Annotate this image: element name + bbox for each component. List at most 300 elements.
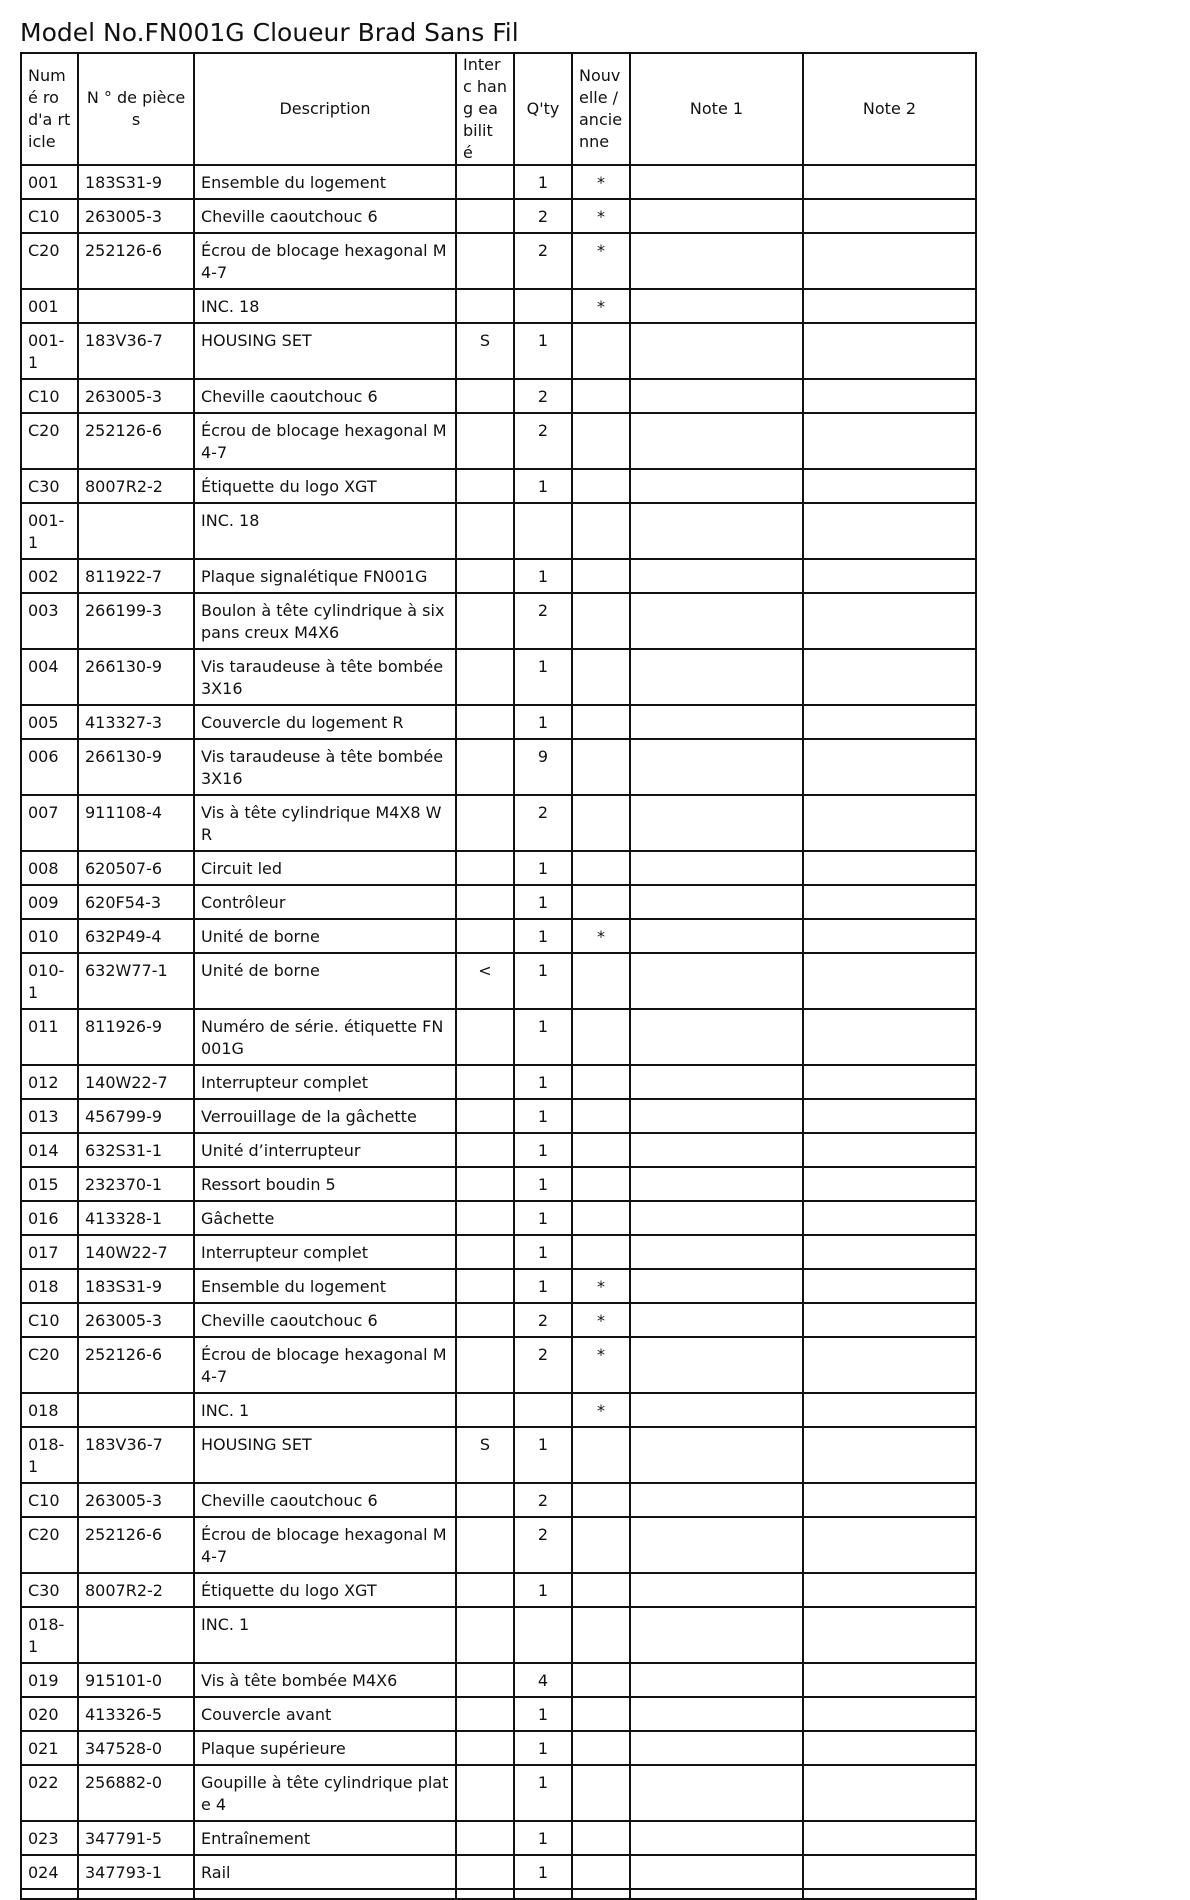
quantity-cell: 2 [514, 233, 572, 289]
document-title: Model No.FN001G Cloueur Brad Sans Fil [20, 18, 519, 47]
note-2-cell [803, 233, 976, 289]
new-old-cell: * [572, 199, 630, 233]
table-row [21, 1889, 976, 1899]
table-row [21, 1765, 976, 1821]
item-number-cell: 016 [21, 1201, 78, 1235]
description-cell: Entraînement [194, 1821, 456, 1855]
table-row [21, 885, 976, 919]
note-1-cell [630, 413, 803, 469]
part-number-cell: 183V36-7 [78, 323, 194, 379]
description-cell: Écrou de blocage hexagonal M4-7 [194, 1517, 456, 1573]
description-cell: INC. 18 [194, 503, 456, 559]
new-old-cell [572, 705, 630, 739]
description-cell: Boulon à tête cylindrique à six pans creux M4X6 [194, 593, 456, 649]
quantity-cell: 1 [514, 1269, 572, 1303]
interchangeability-cell [456, 1697, 514, 1731]
note-1-cell [630, 739, 803, 795]
interchangeability-cell [456, 165, 514, 199]
table-row [21, 1201, 976, 1235]
interchangeability-cell [456, 469, 514, 503]
item-number-cell: C10 [21, 379, 78, 413]
header-part-number: N ° de pièces [78, 53, 194, 165]
interchangeability-cell [456, 1133, 514, 1167]
part-number-cell: 263005-3 [78, 379, 194, 413]
item-number-cell: C30 [21, 469, 78, 503]
description-cell: Plaque supérieure [194, 1731, 456, 1765]
new-old-cell: * [572, 1303, 630, 1337]
description-cell: Rail [194, 1855, 456, 1889]
description-cell: Écrou de blocage hexagonal M4-7 [194, 233, 456, 289]
note-1-cell [630, 379, 803, 413]
note-2-cell [803, 953, 976, 1009]
part-number-cell: 911108-4 [78, 795, 194, 851]
table-row [21, 1855, 976, 1889]
header-note-2: Note 2 [803, 53, 976, 165]
description-cell: Contrôleur [194, 885, 456, 919]
interchangeability-cell [456, 1573, 514, 1607]
description-cell: Unité de borne [194, 919, 456, 953]
item-number-cell: 018-1 [21, 1427, 78, 1483]
item-number-cell: 021 [21, 1731, 78, 1765]
interchangeability-cell [456, 199, 514, 233]
quantity-cell: 1 [514, 705, 572, 739]
quantity-cell: 1 [514, 885, 572, 919]
part-number-cell: 252126-6 [78, 1337, 194, 1393]
table-row [21, 1427, 976, 1483]
table-row [21, 593, 976, 649]
item-number-cell: 008 [21, 851, 78, 885]
interchangeability-cell [456, 1099, 514, 1133]
description-cell: Vis à tête bombée M4X6 [194, 1663, 456, 1697]
interchangeability-cell [456, 1483, 514, 1517]
table-row [21, 953, 976, 1009]
new-old-cell [572, 885, 630, 919]
item-number-cell: 006 [21, 739, 78, 795]
description-cell: Plaque signalétique FN001G [194, 559, 456, 593]
note-2-cell [803, 1855, 976, 1889]
interchangeability-cell [456, 851, 514, 885]
interchangeability-cell [456, 559, 514, 593]
header-description: Description [194, 53, 456, 165]
quantity-cell: 2 [514, 1517, 572, 1573]
new-old-cell [572, 1889, 630, 1899]
item-number-cell: 017 [21, 1235, 78, 1269]
part-number-cell: 266199-3 [78, 593, 194, 649]
item-number-cell: 010 [21, 919, 78, 953]
interchangeability-cell [456, 1337, 514, 1393]
quantity-cell: 2 [514, 795, 572, 851]
note-1-cell [630, 1269, 803, 1303]
part-number-cell: 183V36-7 [78, 1427, 194, 1483]
note-1-cell [630, 469, 803, 503]
quantity-cell: 2 [514, 1483, 572, 1517]
new-old-cell [572, 1167, 630, 1201]
note-2-cell [803, 705, 976, 739]
part-number-cell: 347528-0 [78, 1731, 194, 1765]
quantity-cell: 1 [514, 953, 572, 1009]
part-number-cell: 8007R2-2 [78, 1573, 194, 1607]
interchangeability-cell [456, 233, 514, 289]
quantity-cell: 1 [514, 1765, 572, 1821]
interchangeability-cell [456, 1607, 514, 1663]
quantity-cell: 1 [514, 1099, 572, 1133]
new-old-cell [572, 1065, 630, 1099]
note-1-cell [630, 953, 803, 1009]
quantity-cell: 1 [514, 559, 572, 593]
interchangeability-cell: < [456, 953, 514, 1009]
parts-table [20, 52, 977, 1900]
description-cell: INC. 18 [194, 289, 456, 323]
note-1-cell [630, 1517, 803, 1573]
description-cell: Unité d’interrupteur [194, 1133, 456, 1167]
quantity-cell [514, 289, 572, 323]
description-cell: Verrouillage de la gâchette [194, 1099, 456, 1133]
description-cell [194, 1889, 456, 1899]
item-number-cell: 015 [21, 1167, 78, 1201]
interchangeability-cell [456, 1889, 514, 1899]
quantity-cell: 1 [514, 1065, 572, 1099]
description-cell: Circuit led [194, 851, 456, 885]
table-row [21, 1303, 976, 1337]
table-row [21, 233, 976, 289]
description-cell: Écrou de blocage hexagonal M4-7 [194, 413, 456, 469]
note-2-cell [803, 199, 976, 233]
new-old-cell [572, 1765, 630, 1821]
new-old-cell [572, 413, 630, 469]
quantity-cell [514, 1889, 572, 1899]
new-old-cell [572, 1821, 630, 1855]
note-2-cell [803, 1099, 976, 1133]
note-1-cell [630, 1337, 803, 1393]
note-2-cell [803, 1269, 976, 1303]
part-number-cell: 252126-6 [78, 413, 194, 469]
note-1-cell [630, 1201, 803, 1235]
description-cell: INC. 1 [194, 1607, 456, 1663]
note-2-cell [803, 1337, 976, 1393]
description-cell: Vis taraudeuse à tête bombée 3X16 [194, 739, 456, 795]
quantity-cell: 1 [514, 1821, 572, 1855]
table-row [21, 1517, 976, 1573]
note-2-cell [803, 885, 976, 919]
item-number-cell: 007 [21, 795, 78, 851]
part-number-cell [78, 1889, 194, 1899]
quantity-cell: 2 [514, 593, 572, 649]
interchangeability-cell [456, 795, 514, 851]
header-interchangeability: Interc hang eabilit é [456, 53, 514, 165]
part-number-cell: 620507-6 [78, 851, 194, 885]
quantity-cell: 1 [514, 1009, 572, 1065]
item-number-cell: 019 [21, 1663, 78, 1697]
description-cell: Goupille à tête cylindrique plate 4 [194, 1765, 456, 1821]
new-old-cell: * [572, 233, 630, 289]
new-old-cell [572, 1427, 630, 1483]
interchangeability-cell [456, 1731, 514, 1765]
part-number-cell: 8007R2-2 [78, 469, 194, 503]
interchangeability-cell [456, 413, 514, 469]
note-2-cell [803, 1133, 976, 1167]
new-old-cell [572, 795, 630, 851]
item-number-cell: 018 [21, 1269, 78, 1303]
table-row [21, 1821, 976, 1855]
new-old-cell [572, 1201, 630, 1235]
note-2-cell [803, 1065, 976, 1099]
interchangeability-cell [456, 1201, 514, 1235]
item-number-cell: 018-1 [21, 1607, 78, 1663]
new-old-cell [572, 851, 630, 885]
note-1-cell [630, 1393, 803, 1427]
note-1-cell [630, 1235, 803, 1269]
table-row [21, 1337, 976, 1393]
quantity-cell: 1 [514, 1731, 572, 1765]
note-1-cell [630, 165, 803, 199]
note-1-cell [630, 593, 803, 649]
description-cell: Ensemble du logement [194, 165, 456, 199]
note-2-cell [803, 1821, 976, 1855]
part-number-cell: 413327-3 [78, 705, 194, 739]
quantity-cell: 2 [514, 413, 572, 469]
interchangeability-cell [456, 289, 514, 323]
new-old-cell: * [572, 919, 630, 953]
table-row [21, 1235, 976, 1269]
interchangeability-cell [456, 1517, 514, 1573]
quantity-cell: 1 [514, 165, 572, 199]
note-2-cell [803, 289, 976, 323]
part-number-cell: 632S31-1 [78, 1133, 194, 1167]
new-old-cell [572, 1573, 630, 1607]
note-1-cell [630, 1731, 803, 1765]
note-2-cell [803, 1573, 976, 1607]
note-1-cell [630, 1855, 803, 1889]
header-new-old: Nouv elle / ancie nne [572, 53, 630, 165]
interchangeability-cell [456, 649, 514, 705]
item-number-cell: 004 [21, 649, 78, 705]
interchangeability-cell [456, 503, 514, 559]
table-row [21, 705, 976, 739]
quantity-cell [514, 503, 572, 559]
header-quantity: Q'ty [514, 53, 572, 165]
part-number-cell: 915101-0 [78, 1663, 194, 1697]
note-2-cell [803, 649, 976, 705]
table-row [21, 1009, 976, 1065]
item-number-cell: 014 [21, 1133, 78, 1167]
note-1-cell [630, 233, 803, 289]
table-row [21, 165, 976, 199]
item-number-cell: 013 [21, 1099, 78, 1133]
item-number-cell: 003 [21, 593, 78, 649]
description-cell: HOUSING SET [194, 1427, 456, 1483]
description-cell: Étiquette du logo XGT [194, 469, 456, 503]
note-2-cell [803, 1303, 976, 1337]
note-2-cell [803, 323, 976, 379]
quantity-cell: 1 [514, 323, 572, 379]
item-number-cell: 001 [21, 165, 78, 199]
item-number-cell: 024 [21, 1855, 78, 1889]
new-old-cell [572, 1009, 630, 1065]
new-old-cell: * [572, 1393, 630, 1427]
interchangeability-cell [456, 1855, 514, 1889]
table-row [21, 413, 976, 469]
interchangeability-cell [456, 1167, 514, 1201]
note-1-cell [630, 1697, 803, 1731]
note-2-cell [803, 559, 976, 593]
quantity-cell: 2 [514, 1337, 572, 1393]
interchangeability-cell [456, 705, 514, 739]
interchangeability-cell [456, 1303, 514, 1337]
quantity-cell: 1 [514, 1427, 572, 1483]
part-number-cell: 256882-0 [78, 1765, 194, 1821]
note-1-cell [630, 885, 803, 919]
note-2-cell [803, 1663, 976, 1697]
table-row [21, 199, 976, 233]
note-2-cell [803, 1517, 976, 1573]
item-number-cell: C10 [21, 1483, 78, 1517]
note-1-cell [630, 1167, 803, 1201]
note-1-cell [630, 1573, 803, 1607]
header-item-number: Numé ro d'a rticle [21, 53, 78, 165]
part-number-cell: 263005-3 [78, 1483, 194, 1517]
table-row [21, 323, 976, 379]
item-number-cell: C20 [21, 1517, 78, 1573]
item-number-cell: 010-1 [21, 953, 78, 1009]
new-old-cell [572, 953, 630, 1009]
interchangeability-cell [456, 379, 514, 413]
description-cell: Numéro de série. étiquette FN001G [194, 1009, 456, 1065]
table-row [21, 1483, 976, 1517]
part-number-cell: 252126-6 [78, 1517, 194, 1573]
item-number-cell: 005 [21, 705, 78, 739]
table-row [21, 469, 976, 503]
new-old-cell: * [572, 165, 630, 199]
note-1-cell [630, 1303, 803, 1337]
note-1-cell [630, 795, 803, 851]
note-1-cell [630, 1133, 803, 1167]
note-2-cell [803, 1201, 976, 1235]
quantity-cell: 1 [514, 1133, 572, 1167]
part-number-cell [78, 1393, 194, 1427]
new-old-cell [572, 323, 630, 379]
table-row [21, 1099, 976, 1133]
table-row [21, 1697, 976, 1731]
quantity-cell: 1 [514, 1201, 572, 1235]
new-old-cell [572, 739, 630, 795]
description-cell: Interrupteur complet [194, 1235, 456, 1269]
note-1-cell [630, 1427, 803, 1483]
description-cell: Couvercle avant [194, 1697, 456, 1731]
new-old-cell [572, 469, 630, 503]
new-old-cell [572, 649, 630, 705]
table-row [21, 1167, 976, 1201]
part-number-cell: 183S31-9 [78, 165, 194, 199]
new-old-cell [572, 503, 630, 559]
interchangeability-cell [456, 1269, 514, 1303]
interchangeability-cell [456, 1765, 514, 1821]
part-number-cell [78, 289, 194, 323]
part-number-cell: 266130-9 [78, 739, 194, 795]
note-2-cell [803, 1167, 976, 1201]
note-2-cell [803, 1697, 976, 1731]
part-number-cell: 413328-1 [78, 1201, 194, 1235]
table-row [21, 795, 976, 851]
new-old-cell [572, 593, 630, 649]
note-1-cell [630, 199, 803, 233]
note-2-cell [803, 593, 976, 649]
note-1-cell [630, 1663, 803, 1697]
quantity-cell: 1 [514, 851, 572, 885]
part-number-cell [78, 1607, 194, 1663]
part-number-cell: 811922-7 [78, 559, 194, 593]
description-cell: Écrou de blocage hexagonal M4-7 [194, 1337, 456, 1393]
new-old-cell: * [572, 289, 630, 323]
item-number-cell: 020 [21, 1697, 78, 1731]
item-number-cell: 001 [21, 289, 78, 323]
note-2-cell [803, 851, 976, 885]
part-number-cell: 620F54-3 [78, 885, 194, 919]
interchangeability-cell [456, 1393, 514, 1427]
description-cell: Vis taraudeuse à tête bombée 3X16 [194, 649, 456, 705]
new-old-cell [572, 1517, 630, 1573]
note-1-cell [630, 919, 803, 953]
new-old-cell [572, 1099, 630, 1133]
interchangeability-cell [456, 1235, 514, 1269]
new-old-cell [572, 559, 630, 593]
interchangeability-cell [456, 1821, 514, 1855]
note-1-cell [630, 1065, 803, 1099]
part-number-cell: 347793-1 [78, 1855, 194, 1889]
table-row [21, 851, 976, 885]
table-row [21, 649, 976, 705]
quantity-cell: 2 [514, 1303, 572, 1337]
note-1-cell [630, 1607, 803, 1663]
table-row [21, 1393, 976, 1427]
description-cell: HOUSING SET [194, 323, 456, 379]
interchangeability-cell [456, 919, 514, 953]
part-number-cell [78, 503, 194, 559]
note-1-cell [630, 649, 803, 705]
description-cell: Étiquette du logo XGT [194, 1573, 456, 1607]
item-number-cell: 009 [21, 885, 78, 919]
description-cell: Cheville caoutchouc 6 [194, 379, 456, 413]
new-old-cell [572, 1235, 630, 1269]
interchangeability-cell: S [456, 323, 514, 379]
note-1-cell [630, 851, 803, 885]
description-cell: Cheville caoutchouc 6 [194, 1483, 456, 1517]
part-number-cell: 252126-6 [78, 233, 194, 289]
part-number-cell: 632P49-4 [78, 919, 194, 953]
parts-table-body [21, 165, 976, 1899]
item-number-cell: 012 [21, 1065, 78, 1099]
note-2-cell [803, 919, 976, 953]
quantity-cell: 9 [514, 739, 572, 795]
description-cell: Couvercle du logement R [194, 705, 456, 739]
interchangeability-cell [456, 1065, 514, 1099]
quantity-cell: 2 [514, 199, 572, 233]
part-number-cell: 811926-9 [78, 1009, 194, 1065]
table-row [21, 559, 976, 593]
description-cell: Ressort boudin 5 [194, 1167, 456, 1201]
table-row [21, 1663, 976, 1697]
note-2-cell [803, 1889, 976, 1899]
note-2-cell [803, 1765, 976, 1821]
description-cell: Cheville caoutchouc 6 [194, 1303, 456, 1337]
table-row [21, 1133, 976, 1167]
note-2-cell [803, 1427, 976, 1483]
new-old-cell [572, 1663, 630, 1697]
part-number-cell: 263005-3 [78, 1303, 194, 1337]
table-row [21, 1573, 976, 1607]
interchangeability-cell [456, 739, 514, 795]
part-number-cell: 413326-5 [78, 1697, 194, 1731]
note-2-cell [803, 795, 976, 851]
